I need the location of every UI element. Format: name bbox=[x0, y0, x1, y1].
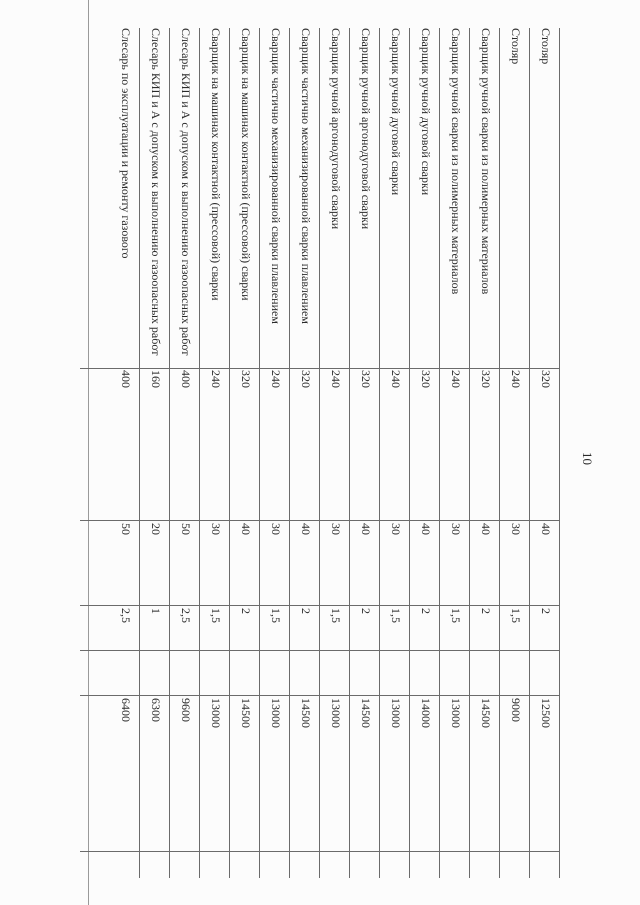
table-cell-v2: 2 bbox=[479, 608, 493, 614]
table-cell-v4: 13000 bbox=[209, 698, 223, 728]
table-cell-rate: 240 bbox=[449, 370, 463, 388]
col-divider bbox=[80, 520, 560, 521]
table-cell-rate: 320 bbox=[479, 370, 493, 388]
col-divider bbox=[80, 650, 560, 651]
table-cell-v2: 2,5 bbox=[119, 608, 133, 623]
table-cell-name: Сварщик ручной сварки из полимерных материалов bbox=[479, 28, 493, 295]
table-cell-rate: 400 bbox=[179, 370, 193, 388]
row-divider bbox=[199, 28, 200, 878]
table-cell-v2: 2 bbox=[539, 608, 553, 614]
table-cell-v4: 13000 bbox=[329, 698, 343, 728]
table-cell-v4: 6300 bbox=[149, 698, 163, 722]
table-cell-name: Слесарь КИП и А с допуском к выполнению газоопасных работ bbox=[179, 28, 193, 356]
table-cell-rate: 240 bbox=[389, 370, 403, 388]
table-cell-v4: 9600 bbox=[179, 698, 193, 722]
table-cell-v1: 40 bbox=[359, 523, 373, 535]
table-cell-v1: 30 bbox=[509, 523, 523, 535]
table-cell-v1: 30 bbox=[209, 523, 223, 535]
row-divider bbox=[529, 28, 530, 878]
table-cell-name: Сварщик на машинах контактной (прессовой) сварки bbox=[239, 28, 253, 301]
table-cell-v4: 9000 bbox=[509, 698, 523, 722]
row-divider bbox=[289, 28, 290, 878]
table-cell-v2: 1,5 bbox=[449, 608, 463, 623]
row-divider bbox=[409, 28, 410, 878]
table-cell-v4: 13000 bbox=[269, 698, 283, 728]
rotated-table bbox=[80, 28, 560, 878]
table-cell-v2: 1,5 bbox=[509, 608, 523, 623]
table-cell-v4: 13000 bbox=[449, 698, 463, 728]
col-divider bbox=[80, 368, 560, 369]
table-cell-rate: 320 bbox=[359, 370, 373, 388]
table-cell-v2: 1,5 bbox=[389, 608, 403, 623]
table-cell-name: Сварщик ручной дуговой сварки bbox=[419, 28, 433, 196]
table-cell-v2: 1 bbox=[149, 608, 163, 614]
table-cell-rate: 320 bbox=[239, 370, 253, 388]
table-cell-v1: 40 bbox=[479, 523, 493, 535]
table-cell-rate: 320 bbox=[419, 370, 433, 388]
table-cell-name: Слесарь по эксплуатации и ремонту газового bbox=[119, 28, 133, 259]
row-divider bbox=[139, 28, 140, 878]
row-divider bbox=[559, 28, 560, 878]
table-cell-rate: 160 bbox=[149, 370, 163, 388]
table-cell-rate: 240 bbox=[209, 370, 223, 388]
table-cell-v4: 14500 bbox=[299, 698, 313, 728]
table-cell-name: Столяр bbox=[539, 28, 553, 65]
table-cell-v2: 2 bbox=[359, 608, 373, 614]
row-divider bbox=[379, 28, 380, 878]
table-cell-rate: 240 bbox=[509, 370, 523, 388]
col-divider bbox=[80, 695, 560, 696]
table-cell-v4: 14500 bbox=[479, 698, 493, 728]
table-cell-v1: 40 bbox=[539, 523, 553, 535]
table-cell-name: Сварщик ручной аргонодуговой сварки bbox=[359, 28, 373, 230]
table-cell-name: Сварщик на машинах контактной (прессовой) сварки bbox=[209, 28, 223, 301]
table-cell-name: Сварщик ручной сварки из полимерных материалов bbox=[449, 28, 463, 295]
table-cell-v2: 1,5 bbox=[329, 608, 343, 623]
row-divider bbox=[349, 28, 350, 878]
table-cell-name: Сварщик частично механизированной сварки плавлением bbox=[269, 28, 283, 324]
table-cell-rate: 240 bbox=[269, 370, 283, 388]
table-cell-rate: 240 bbox=[329, 370, 343, 388]
table-cell-v2: 2 bbox=[239, 608, 253, 614]
table-cell-v2: 2 bbox=[299, 608, 313, 614]
table-cell-v4: 13000 bbox=[389, 698, 403, 728]
table-cell-rate: 400 bbox=[119, 370, 133, 388]
table-cell-name: Сварщик ручной дуговой сварки bbox=[389, 28, 403, 196]
col-divider bbox=[80, 605, 560, 606]
table-cell-name: Сварщик частично механизированной сварки плавлением bbox=[299, 28, 313, 324]
table-cell-v2: 1,5 bbox=[269, 608, 283, 623]
table-cell-v2: 2,5 bbox=[179, 608, 193, 623]
table-cell-name: Слесарь КИП и А с допуском к выполнению газоопасных работ bbox=[149, 28, 163, 356]
col-divider bbox=[80, 851, 560, 852]
row-divider bbox=[259, 28, 260, 878]
table-cell-v1: 40 bbox=[299, 523, 313, 535]
table-cell-v4: 14500 bbox=[359, 698, 373, 728]
table-cell-name: Сварщик ручной аргонодуговой сварки bbox=[329, 28, 343, 230]
page-number: 10 bbox=[580, 452, 595, 465]
table-cell-name: Столяр bbox=[509, 28, 523, 65]
row-divider bbox=[439, 28, 440, 878]
row-divider bbox=[169, 28, 170, 878]
table-cell-v1: 30 bbox=[449, 523, 463, 535]
table-cell-v1: 30 bbox=[329, 523, 343, 535]
table-cell-v4: 6400 bbox=[119, 698, 133, 722]
table-cell-v2: 1,5 bbox=[209, 608, 223, 623]
table-cell-v1: 40 bbox=[419, 523, 433, 535]
table-cell-v1: 40 bbox=[239, 523, 253, 535]
table-cell-v4: 14000 bbox=[419, 698, 433, 728]
table-cell-v4: 14500 bbox=[239, 698, 253, 728]
row-divider bbox=[319, 28, 320, 878]
table-cell-v1: 50 bbox=[179, 523, 193, 535]
table-cell-v1: 20 bbox=[149, 523, 163, 535]
table-cell-v2: 2 bbox=[419, 608, 433, 614]
table-cell-v1: 30 bbox=[389, 523, 403, 535]
table-cell-v1: 50 bbox=[119, 523, 133, 535]
row-divider bbox=[499, 28, 500, 878]
table-cell-rate: 320 bbox=[299, 370, 313, 388]
row-divider bbox=[469, 28, 470, 878]
table-cell-v1: 30 bbox=[269, 523, 283, 535]
table-cell-rate: 320 bbox=[539, 370, 553, 388]
row-divider bbox=[229, 28, 230, 878]
table-cell-v4: 12500 bbox=[539, 698, 553, 728]
